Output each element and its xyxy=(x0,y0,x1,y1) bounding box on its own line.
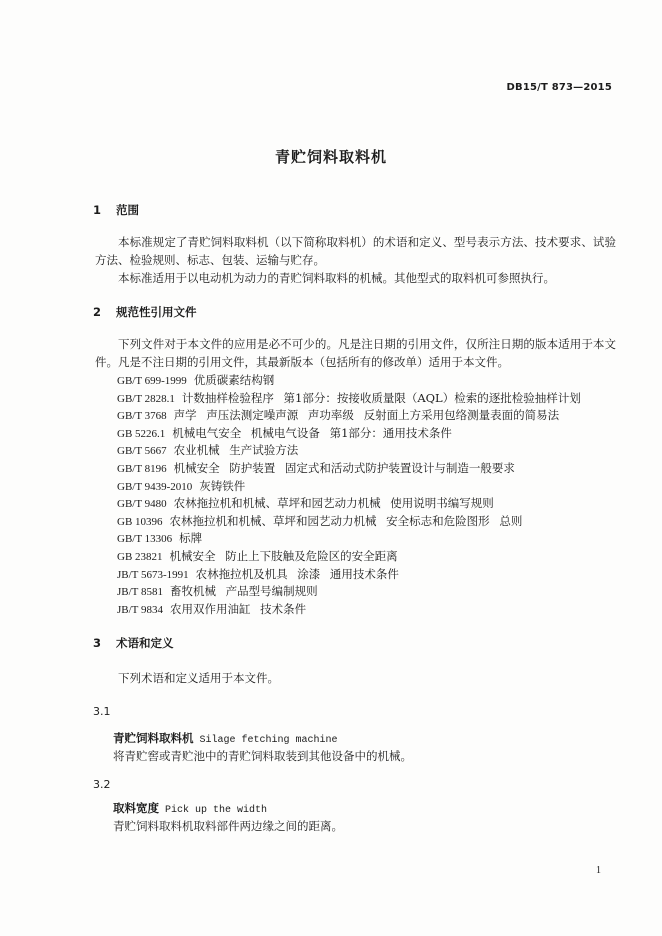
reference-title: 计数抽样检验程序 第1部分：按接收质量限（AQL）检索的逐批检验抽样计划 xyxy=(181,390,581,405)
reference-title: 农林拖拉机和机械、草坪和园艺动力机械 使用说明书编写规则 xyxy=(173,496,494,511)
term-name-english: Pick up the width xyxy=(165,805,268,816)
reference-item xyxy=(117,548,617,566)
references-intro-paragraph: 下列文件对于本文件的应用是必不可少的。凡是注日期的引用文件，仅所注日期的版本适用于本文件。凡是不注日期的引用文件，其最新版本（包括所有的修改单）适用于本文件。 xyxy=(95,337,616,369)
reference-code: JB/T 8581 xyxy=(117,586,163,599)
reference-title: 农林拖拉机及机具 涂漆 通用技术条件 xyxy=(195,566,399,581)
term-number: 3.1 xyxy=(93,705,111,718)
reference-title: 机械安全 防止上下肢触及危险区的安全距离 xyxy=(169,548,398,563)
section-heading-terms-definitions xyxy=(93,634,174,652)
section-heading-normative-references xyxy=(93,303,197,321)
reference-item xyxy=(117,530,617,548)
reference-code: GB/T 2828.1 xyxy=(117,392,175,405)
reference-title: 农林拖拉机和机械、草坪和园艺动力机械 安全标志和危险图形 总则 xyxy=(169,513,523,528)
page-number: 1 xyxy=(596,865,601,876)
reference-code: GB/T 13306 xyxy=(117,533,173,546)
reference-title: 标牌 xyxy=(179,531,203,546)
reference-code: GB/T 8196 xyxy=(117,462,167,475)
reference-code: GB/T 3768 xyxy=(117,410,167,423)
reference-item xyxy=(117,583,617,601)
reference-item xyxy=(117,566,617,584)
reference-code: GB 5226.1 xyxy=(117,427,166,440)
reference-title: 灰铸铁件 xyxy=(199,478,246,493)
reference-item xyxy=(117,601,617,619)
section-number: 3 xyxy=(93,636,102,650)
reference-code: GB 23821 xyxy=(117,550,163,563)
reference-item xyxy=(117,442,617,460)
term-definition: 将青贮窖或青贮池中的青贮饲料取装到其他设备中的机械。 xyxy=(113,749,412,763)
section-number: 2 xyxy=(93,305,102,319)
section-title: 范围 xyxy=(116,203,139,217)
reference-item xyxy=(117,513,617,531)
reference-title: 农业机械 生产试验方法 xyxy=(173,443,299,458)
terms-intro-paragraph: 下列术语和定义适用于本文件。 xyxy=(118,671,279,685)
term-definition: 青贮饲料取料机取料部件两边缘之间的距离。 xyxy=(113,819,343,833)
reference-code: GB 10396 xyxy=(117,515,163,528)
reference-code: JB/T 5673-1991 xyxy=(117,568,189,581)
reference-code: GB/T 9439-2010 xyxy=(117,480,193,493)
term-name-chinese: 青贮饲料取料机 xyxy=(113,731,194,745)
term-name-chinese: 取料宽度 xyxy=(113,801,159,815)
reference-title: 畜牧机械 产品型号编制规则 xyxy=(169,584,318,599)
reference-title: 农用双作用油缸 技术条件 xyxy=(169,601,307,616)
reference-item xyxy=(117,460,617,478)
document-title: 青贮饲料取料机 xyxy=(274,148,387,166)
section-number: 1 xyxy=(93,203,102,217)
reference-code: JB/T 9834 xyxy=(117,603,163,616)
scope-paragraph-2: 本标准适用于以电动机为动力的青贮饲料取料的机械。其他型式的取料机可参照执行。 xyxy=(118,271,555,285)
reference-item xyxy=(117,425,617,443)
reference-item xyxy=(117,407,617,425)
reference-item xyxy=(117,390,617,408)
reference-code: GB/T 699-1999 xyxy=(117,375,187,387)
reference-title: 机械电气安全 机械电气设备 第1部分：通用技术条件 xyxy=(172,425,452,440)
term-name-english: Silage fetching machine xyxy=(199,735,338,746)
reference-item xyxy=(117,495,617,513)
section-title: 术语和定义 xyxy=(116,636,174,650)
document-code: DB15/T 873—2015 xyxy=(506,82,612,93)
reference-code: GB/T 9480 xyxy=(117,498,167,511)
term-number: 3.2 xyxy=(93,778,111,791)
reference-title: 机械安全 防护装置 固定式和活动式防护装置设计与制造一般要求 xyxy=(173,460,515,475)
section-heading-scope xyxy=(93,201,139,219)
reference-item xyxy=(117,478,617,496)
reference-title: 优质碳素结构钢 xyxy=(193,373,275,387)
reference-item xyxy=(117,372,617,390)
reference-list xyxy=(117,372,617,618)
reference-title: 声学 声压法测定噪声源 声功率级 反射面上方采用包络测量表面的简易法 xyxy=(173,408,560,423)
section-title: 规范性引用文件 xyxy=(116,305,197,319)
scope-paragraph-1: 本标准规定了青贮饲料取料机（以下简称取料机）的术语和定义、型号表示方法、技术要求、试验方法、检验规则、标志、包装、运输与贮存。 xyxy=(95,235,616,267)
reference-code: GB/T 5667 xyxy=(117,445,167,458)
